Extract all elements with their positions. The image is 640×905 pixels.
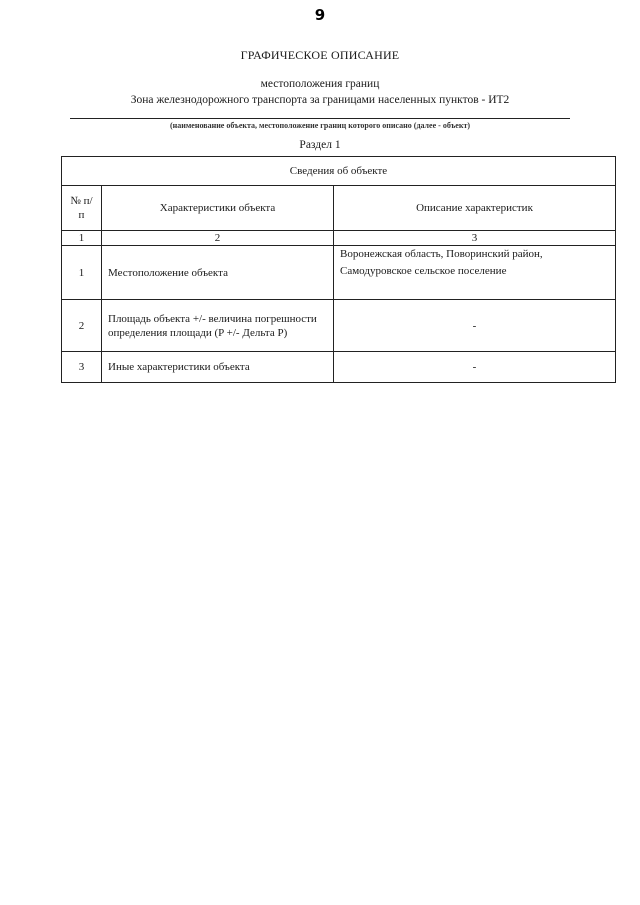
column-number: 2 <box>102 231 334 246</box>
page-number: 9 <box>314 6 326 24</box>
table-row <box>62 246 616 300</box>
table-row <box>62 300 616 352</box>
object-info-table <box>61 156 616 383</box>
row-characteristic: Площадь объекта +/- величина погрешности определения площади (P +/- Дельта P) <box>102 300 334 352</box>
row-description: - <box>334 352 616 383</box>
row-number: 1 <box>62 246 102 300</box>
object-caption: (наименование объекта, местоположение границ которого описано (далее - объект) <box>169 121 471 130</box>
object-name-underline <box>70 118 570 119</box>
row-characteristic: Местоположение объекта <box>102 246 334 300</box>
table-caption: Сведения об объекте <box>62 157 616 186</box>
row-number: 2 <box>62 300 102 352</box>
table-row <box>62 352 616 383</box>
column-header-description: Описание характеристик <box>334 186 616 231</box>
row-characteristic: Иные характеристики объекта <box>102 352 334 383</box>
column-header-characteristic: Характеристики объекта <box>102 186 334 231</box>
section-label: Раздел 1 <box>299 139 341 151</box>
document-subtitle: местоположения границ <box>260 78 380 90</box>
row-description: Воронежская область, Поворинский район, Самодуровское сельское поселение <box>334 246 616 300</box>
document-title: ГРАФИЧЕСКОЕ ОПИСАНИЕ <box>240 48 400 62</box>
row-number: 3 <box>62 352 102 383</box>
object-name: Зона железнодорожного транспорта за границами населенных пунктов - ИТ2 <box>130 94 510 106</box>
column-number: 1 <box>62 231 102 246</box>
column-header-number: № п/п <box>62 186 102 231</box>
row-description: - <box>334 300 616 352</box>
column-number: 3 <box>334 231 616 246</box>
